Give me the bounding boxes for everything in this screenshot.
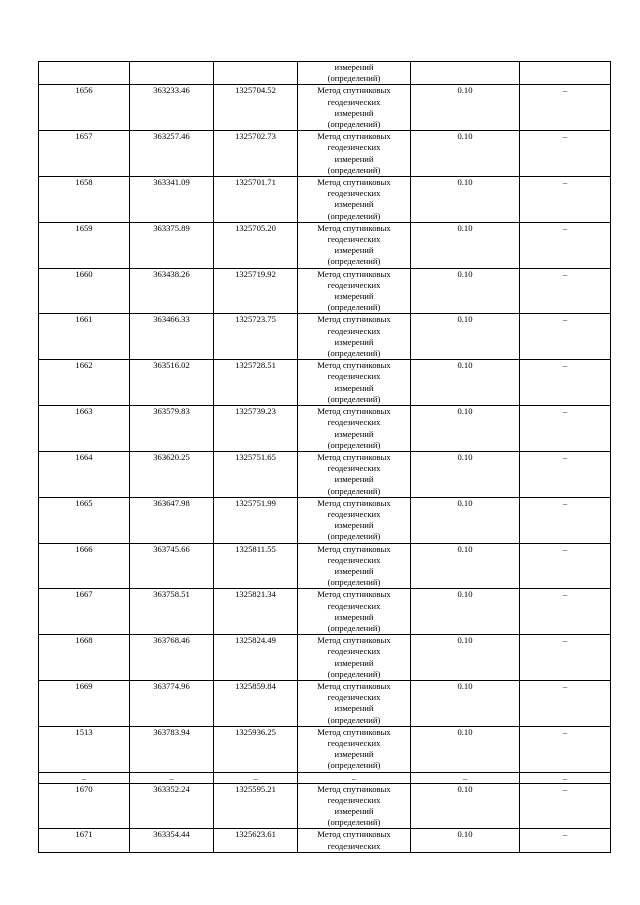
cell-x: 363341.09 (130, 177, 214, 223)
cell-method (298, 635, 411, 681)
cell-error: 0.10 (411, 783, 520, 829)
method-line: геодезических (327, 142, 381, 153)
method-line: геодезических (327, 840, 381, 851)
method-line: измерений (334, 565, 374, 576)
cell-point-number: 1667 (39, 589, 130, 635)
method-line: измерений (334, 657, 374, 668)
method-line: геодезических (327, 737, 381, 748)
cell-x: 363647.98 (130, 497, 214, 543)
cell-y: 1325595.21 (214, 783, 298, 829)
cell-point-number: 1671 (39, 829, 130, 852)
cell-x: 363257.46 (130, 131, 214, 177)
cell-error: 0.10 (411, 314, 520, 360)
cell-point-number: 1669 (39, 680, 130, 726)
cell-point-number: 1658 (39, 177, 130, 223)
cell-point-number: 1661 (39, 314, 130, 360)
cell-method (298, 85, 411, 131)
cell-error: 0.10 (411, 451, 520, 497)
cell-note: – (520, 635, 611, 681)
cell-y (214, 62, 298, 85)
cell-method (298, 177, 411, 223)
method-line: Метод спутниковых (317, 543, 391, 554)
cell-y: 1325751.65 (214, 451, 298, 497)
cell-error: – (411, 772, 520, 783)
method-line: геодезических (327, 279, 381, 290)
table-row (39, 726, 611, 772)
table-row-continued (39, 62, 611, 85)
method-line: Метод спутниковых (317, 451, 391, 462)
cell-y: 1325824.49 (214, 635, 298, 681)
cell-x: 363438.26 (130, 268, 214, 314)
cell-point-number: 1663 (39, 406, 130, 452)
cell-y: 1325701.71 (214, 177, 298, 223)
table-row (39, 589, 611, 635)
cell-x: 363774.96 (130, 680, 214, 726)
method-line: (определений) (327, 668, 381, 679)
method-line: (определений) (327, 348, 381, 359)
cell-method (298, 62, 411, 85)
cell-method (298, 829, 411, 852)
method-line: (определений) (327, 439, 381, 450)
coordinates-table-body (39, 62, 611, 853)
cell-x: 363620.25 (130, 451, 214, 497)
method-line: (определений) (327, 817, 381, 828)
cell-method: – (298, 772, 411, 783)
table-row (39, 543, 611, 589)
cell-error: 0.10 (411, 406, 520, 452)
cell-x: 363375.89 (130, 222, 214, 268)
cell-point-number: 1664 (39, 451, 130, 497)
cell-point-number: 1670 (39, 783, 130, 829)
cell-y: 1325728.51 (214, 360, 298, 406)
coordinates-table (38, 61, 611, 853)
table-row (39, 268, 611, 314)
cell-method (298, 406, 411, 452)
cell-y: 1325739.23 (214, 406, 298, 452)
cell-error: 0.10 (411, 85, 520, 131)
method-line: геодезических (327, 188, 381, 199)
cell-method (298, 268, 411, 314)
method-line: (определений) (327, 73, 381, 84)
cell-point-number: – (39, 772, 130, 783)
cell-x: 363579.83 (130, 406, 214, 452)
cell-note: – (520, 589, 611, 635)
cell-y: 1325859.84 (214, 680, 298, 726)
cell-note: – (520, 497, 611, 543)
method-line: измерений (334, 749, 374, 760)
method-line: Метод спутниковых (317, 497, 391, 508)
method-line: измерений (334, 107, 374, 118)
method-line: геодезических (327, 96, 381, 107)
method-line: измерений (334, 336, 374, 347)
cell-error: 0.10 (411, 829, 520, 852)
cell-note: – (520, 360, 611, 406)
cell-point-number: 1662 (39, 360, 130, 406)
method-line: (определений) (327, 714, 381, 725)
table-row (39, 360, 611, 406)
table-row (39, 406, 611, 452)
method-line: (определений) (327, 760, 381, 771)
method-line: (определений) (327, 622, 381, 633)
cell-note: – (520, 680, 611, 726)
method-line: измерений (334, 199, 374, 210)
cell-y: 1325936.25 (214, 726, 298, 772)
cell-method (298, 222, 411, 268)
cell-method (298, 783, 411, 829)
cell-method (298, 360, 411, 406)
cell-point-number: 1656 (39, 85, 130, 131)
method-line: геодезических (327, 692, 381, 703)
method-line: (определений) (327, 577, 381, 588)
table-row (39, 680, 611, 726)
table-row (39, 497, 611, 543)
cell-x: 363354.44 (130, 829, 214, 852)
cell-point-number (39, 62, 130, 85)
method-line: Метод спутниковых (317, 222, 391, 233)
method-line: Метод спутниковых (317, 177, 391, 188)
method-line: Метод спутниковых (317, 314, 391, 325)
method-line: (определений) (327, 393, 381, 404)
cell-point-number: 1657 (39, 131, 130, 177)
cell-x: – (130, 772, 214, 783)
table-row (39, 314, 611, 360)
cell-y: 1325704.52 (214, 85, 298, 131)
cell-y: 1325821.34 (214, 589, 298, 635)
table-row (39, 222, 611, 268)
cell-note: – (520, 829, 611, 852)
cell-x: 363745.66 (130, 543, 214, 589)
method-line: Метод спутниковых (317, 268, 391, 279)
cell-note: – (520, 543, 611, 589)
method-line: Метод спутниковых (317, 635, 391, 646)
method-line: Метод спутниковых (317, 589, 391, 600)
cell-note: – (520, 177, 611, 223)
method-line: Метод спутниковых (317, 360, 391, 371)
cell-x (130, 62, 214, 85)
method-line: Метод спутниковых (317, 829, 391, 840)
cell-note: – (520, 772, 611, 783)
method-line: (определений) (327, 164, 381, 175)
cell-error: 0.10 (411, 177, 520, 223)
cell-y: 1325751.99 (214, 497, 298, 543)
cell-x: 363466.33 (130, 314, 214, 360)
method-line: (определений) (327, 210, 381, 221)
method-line: геодезических (327, 325, 381, 336)
cell-method (298, 497, 411, 543)
table-row (39, 451, 611, 497)
cell-error (411, 62, 520, 85)
cell-method (298, 314, 411, 360)
cell-x: 363233.46 (130, 85, 214, 131)
cell-note: – (520, 131, 611, 177)
method-line: геодезических (327, 600, 381, 611)
cell-method (298, 131, 411, 177)
cell-y: 1325705.20 (214, 222, 298, 268)
cell-point-number: 1660 (39, 268, 130, 314)
cell-error: 0.10 (411, 222, 520, 268)
cell-method (298, 680, 411, 726)
method-line: Метод спутниковых (317, 680, 391, 691)
cell-error: 0.10 (411, 131, 520, 177)
table-row (39, 177, 611, 223)
cell-x: 363516.02 (130, 360, 214, 406)
cell-point-number: 1513 (39, 726, 130, 772)
method-line: (определений) (327, 485, 381, 496)
method-line: измерений (334, 291, 374, 302)
method-line: измерений (334, 382, 374, 393)
cell-note: – (520, 726, 611, 772)
cell-method (298, 589, 411, 635)
method-line: измерений (334, 153, 374, 164)
cell-note: – (520, 406, 611, 452)
method-line: (определений) (327, 256, 381, 267)
method-line: геодезических (327, 417, 381, 428)
method-line: измерений (334, 62, 374, 72)
method-line: Метод спутниковых (317, 131, 391, 142)
method-line: (определений) (327, 119, 381, 130)
cell-error: 0.10 (411, 268, 520, 314)
cell-error: 0.10 (411, 360, 520, 406)
cell-y: 1325719.92 (214, 268, 298, 314)
cell-error: 0.10 (411, 497, 520, 543)
cell-note: – (520, 314, 611, 360)
cell-method (298, 543, 411, 589)
separator-row (39, 772, 611, 783)
cell-note (520, 62, 611, 85)
cell-note: – (520, 85, 611, 131)
cell-y: 1325623.61 (214, 829, 298, 852)
table-row (39, 829, 611, 852)
cell-y: 1325723.75 (214, 314, 298, 360)
cell-error: 0.10 (411, 726, 520, 772)
method-line: геодезических (327, 508, 381, 519)
cell-method (298, 726, 411, 772)
method-line: геодезических (327, 554, 381, 565)
cell-point-number: 1659 (39, 222, 130, 268)
cell-x: 363352.24 (130, 783, 214, 829)
table-row (39, 85, 611, 131)
method-line: измерений (334, 520, 374, 531)
cell-error: 0.10 (411, 543, 520, 589)
cell-y: 1325811.55 (214, 543, 298, 589)
cell-note: – (520, 783, 611, 829)
cell-note: – (520, 222, 611, 268)
cell-x: 363768.46 (130, 635, 214, 681)
cell-point-number: 1665 (39, 497, 130, 543)
method-line: измерений (334, 703, 374, 714)
method-line: геодезических (327, 794, 381, 805)
method-line: геодезических (327, 234, 381, 245)
method-line: измерений (334, 245, 374, 256)
cell-method (298, 451, 411, 497)
method-line: (определений) (327, 302, 381, 313)
cell-note: – (520, 268, 611, 314)
method-line: геодезических (327, 646, 381, 657)
method-line: Метод спутниковых (317, 783, 391, 794)
cell-x: 363758.51 (130, 589, 214, 635)
cell-error: 0.10 (411, 635, 520, 681)
method-line: измерений (334, 611, 374, 622)
cell-note: – (520, 451, 611, 497)
cell-point-number: 1666 (39, 543, 130, 589)
method-line: (определений) (327, 531, 381, 542)
method-line: Метод спутниковых (317, 406, 391, 417)
table-row (39, 131, 611, 177)
cell-error: 0.10 (411, 589, 520, 635)
method-line: измерений (334, 474, 374, 485)
method-line: измерений (334, 428, 374, 439)
method-line: геодезических (327, 371, 381, 382)
method-line: геодезических (327, 463, 381, 474)
table-row (39, 635, 611, 681)
method-line: Метод спутниковых (317, 85, 391, 96)
cell-x: 363783.94 (130, 726, 214, 772)
method-line: измерений (334, 806, 374, 816)
table-row (39, 783, 611, 829)
cell-point-number: 1668 (39, 635, 130, 681)
cell-y: – (214, 772, 298, 783)
method-line: Метод спутниковых (317, 726, 391, 737)
cell-y: 1325702.73 (214, 131, 298, 177)
cell-error: 0.10 (411, 680, 520, 726)
